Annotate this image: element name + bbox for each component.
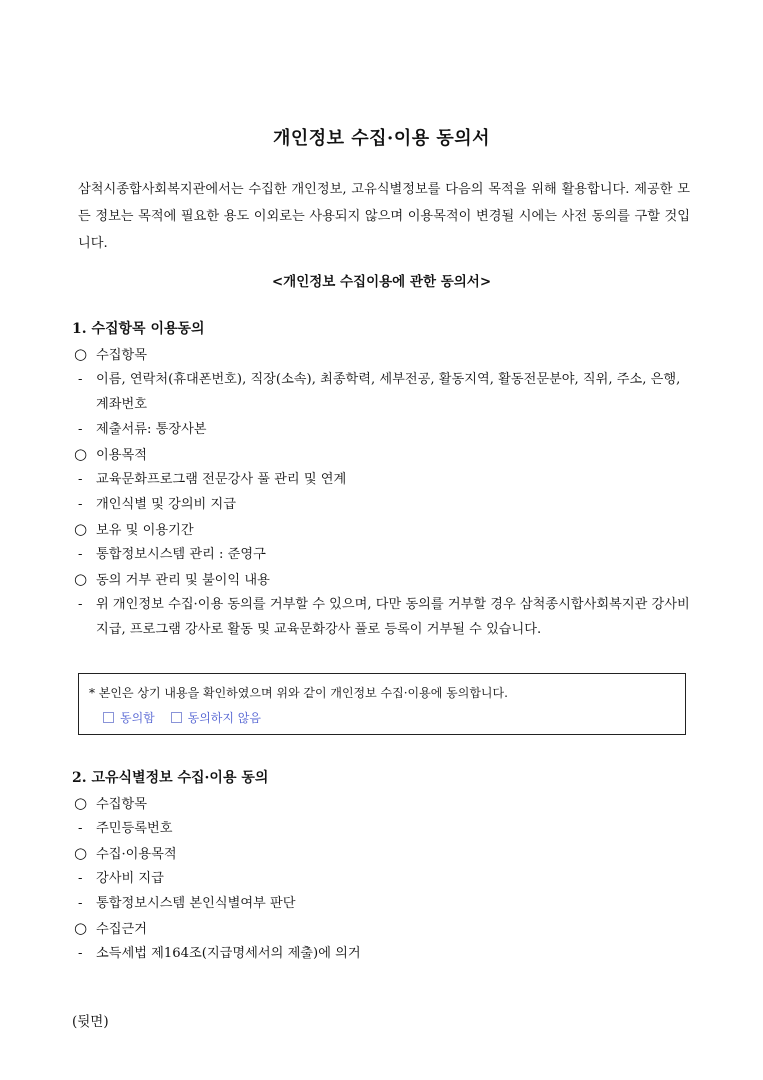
list-heading-item bbox=[72, 342, 692, 367]
item-text: 이용목적 bbox=[96, 448, 147, 463]
section-items bbox=[72, 342, 692, 642]
page-title: 개인정보 수집·이용 동의서 bbox=[272, 128, 491, 149]
item-text: 강사비 지급 bbox=[96, 871, 164, 886]
list-detail-item bbox=[72, 816, 692, 841]
dash-bullet: - bbox=[78, 547, 83, 562]
intro-paragraph: 삼척시종합사회복지관에서는 수집한 개인정보, 고유식별정보를 다음의 목적을 위해 활용합니다. 제공한 모든 정보는 목적에 필요한 용도 이외로는 사용되지 않으며 이용목적이 변경될 시에는 사전 동의를 구할 것입니다. bbox=[78, 182, 690, 251]
list-detail-item bbox=[72, 367, 692, 417]
item-text: 수집항목 bbox=[96, 348, 147, 363]
dash-bullet: - bbox=[78, 372, 83, 387]
item-text: 제출서류: 통장사본 bbox=[96, 422, 207, 437]
disagree-label: 동의하지 않음 bbox=[187, 711, 261, 725]
list-detail-item bbox=[72, 467, 692, 492]
checkbox-icon bbox=[103, 712, 114, 723]
circle-bullet-icon: ○ bbox=[74, 919, 88, 937]
agree-checkbox[interactable] bbox=[103, 709, 155, 726]
circle-bullet-icon: ○ bbox=[74, 570, 88, 588]
circle-bullet-icon: ○ bbox=[74, 844, 88, 862]
list-detail-item bbox=[72, 492, 692, 517]
back-page-note: (뒷면) bbox=[72, 1014, 109, 1030]
list-detail-item bbox=[72, 417, 692, 442]
list-detail-item bbox=[72, 891, 692, 916]
item-text: 수집근거 bbox=[96, 922, 147, 937]
circle-bullet-icon: ○ bbox=[74, 794, 88, 812]
form-subtitle: <개인정보 수집이용에 관한 동의서> bbox=[271, 274, 492, 290]
list-detail-item bbox=[72, 592, 692, 642]
list-heading-item bbox=[72, 517, 692, 542]
list-heading-item bbox=[72, 791, 692, 816]
circle-bullet-icon: ○ bbox=[74, 345, 88, 363]
dash-bullet: - bbox=[78, 422, 83, 437]
item-text: 위 개인정보 수집·이용 동의를 거부할 수 있으며, 다만 동의를 거부할 경우 삼척종시합사회복지관 강사비 지급, 프로그램 강사로 활동 및 교육문화강사 풀로 등록이 거부될 수 있습니다. bbox=[96, 597, 690, 637]
item-text: 통합정보시스템 본인식별여부 판단 bbox=[96, 896, 296, 911]
section-heading: 1. 수집항목 이용동의 bbox=[72, 321, 205, 337]
list-heading-item bbox=[72, 841, 692, 866]
item-text: 보유 및 이용기간 bbox=[96, 523, 194, 538]
consent-checkbox-box bbox=[78, 673, 686, 735]
dash-bullet: - bbox=[78, 472, 83, 487]
dash-bullet: - bbox=[78, 896, 83, 911]
dash-bullet: - bbox=[78, 497, 83, 512]
consent-options bbox=[103, 709, 273, 726]
section-items bbox=[72, 791, 692, 966]
disagree-checkbox[interactable] bbox=[171, 709, 261, 726]
dash-bullet: - bbox=[78, 946, 83, 961]
circle-bullet-icon: ○ bbox=[74, 445, 88, 463]
item-text: 소득세법 제164조(지급명세서의 제출)에 의거 bbox=[96, 946, 361, 961]
list-heading-item bbox=[72, 442, 692, 467]
dash-bullet: - bbox=[78, 871, 83, 886]
item-text: 개인식별 및 강의비 지급 bbox=[96, 497, 236, 512]
dash-bullet: - bbox=[78, 821, 83, 836]
consent-note: * 본인은 상기 내용을 확인하였으며 위와 같이 개인정보 수집·이용에 동의합니다. bbox=[89, 686, 508, 700]
list-heading-item bbox=[72, 916, 692, 941]
circle-bullet-icon: ○ bbox=[74, 520, 88, 538]
item-text: 교육문화프로그램 전문강사 풀 관리 및 연계 bbox=[96, 472, 347, 487]
list-detail-item bbox=[72, 866, 692, 891]
item-text: 주민등록번호 bbox=[96, 821, 173, 836]
section-collection-consent bbox=[72, 317, 692, 642]
item-text: 동의 거부 관리 및 불이익 내용 bbox=[96, 573, 270, 588]
checkbox-icon bbox=[171, 712, 182, 723]
section-heading: 2. 고유식별정보 수집·이용 동의 bbox=[72, 770, 269, 786]
item-text: 수집·이용목적 bbox=[96, 847, 177, 862]
agree-label: 동의함 bbox=[120, 711, 155, 725]
section-unique-id-consent bbox=[72, 766, 692, 966]
item-text: 수집항목 bbox=[96, 797, 147, 812]
list-detail-item bbox=[72, 941, 692, 966]
dash-bullet: - bbox=[78, 597, 83, 612]
list-detail-item bbox=[72, 542, 692, 567]
item-text: 통합정보시스템 관리 : 준영구 bbox=[96, 547, 266, 562]
list-heading-item bbox=[72, 567, 692, 592]
item-text: 이름, 연락처(휴대폰번호), 직장(소속), 최종학력, 세부전공, 활동지역, 활동전문분야, 직위, 주소, 은행, 계좌번호 bbox=[96, 372, 681, 412]
